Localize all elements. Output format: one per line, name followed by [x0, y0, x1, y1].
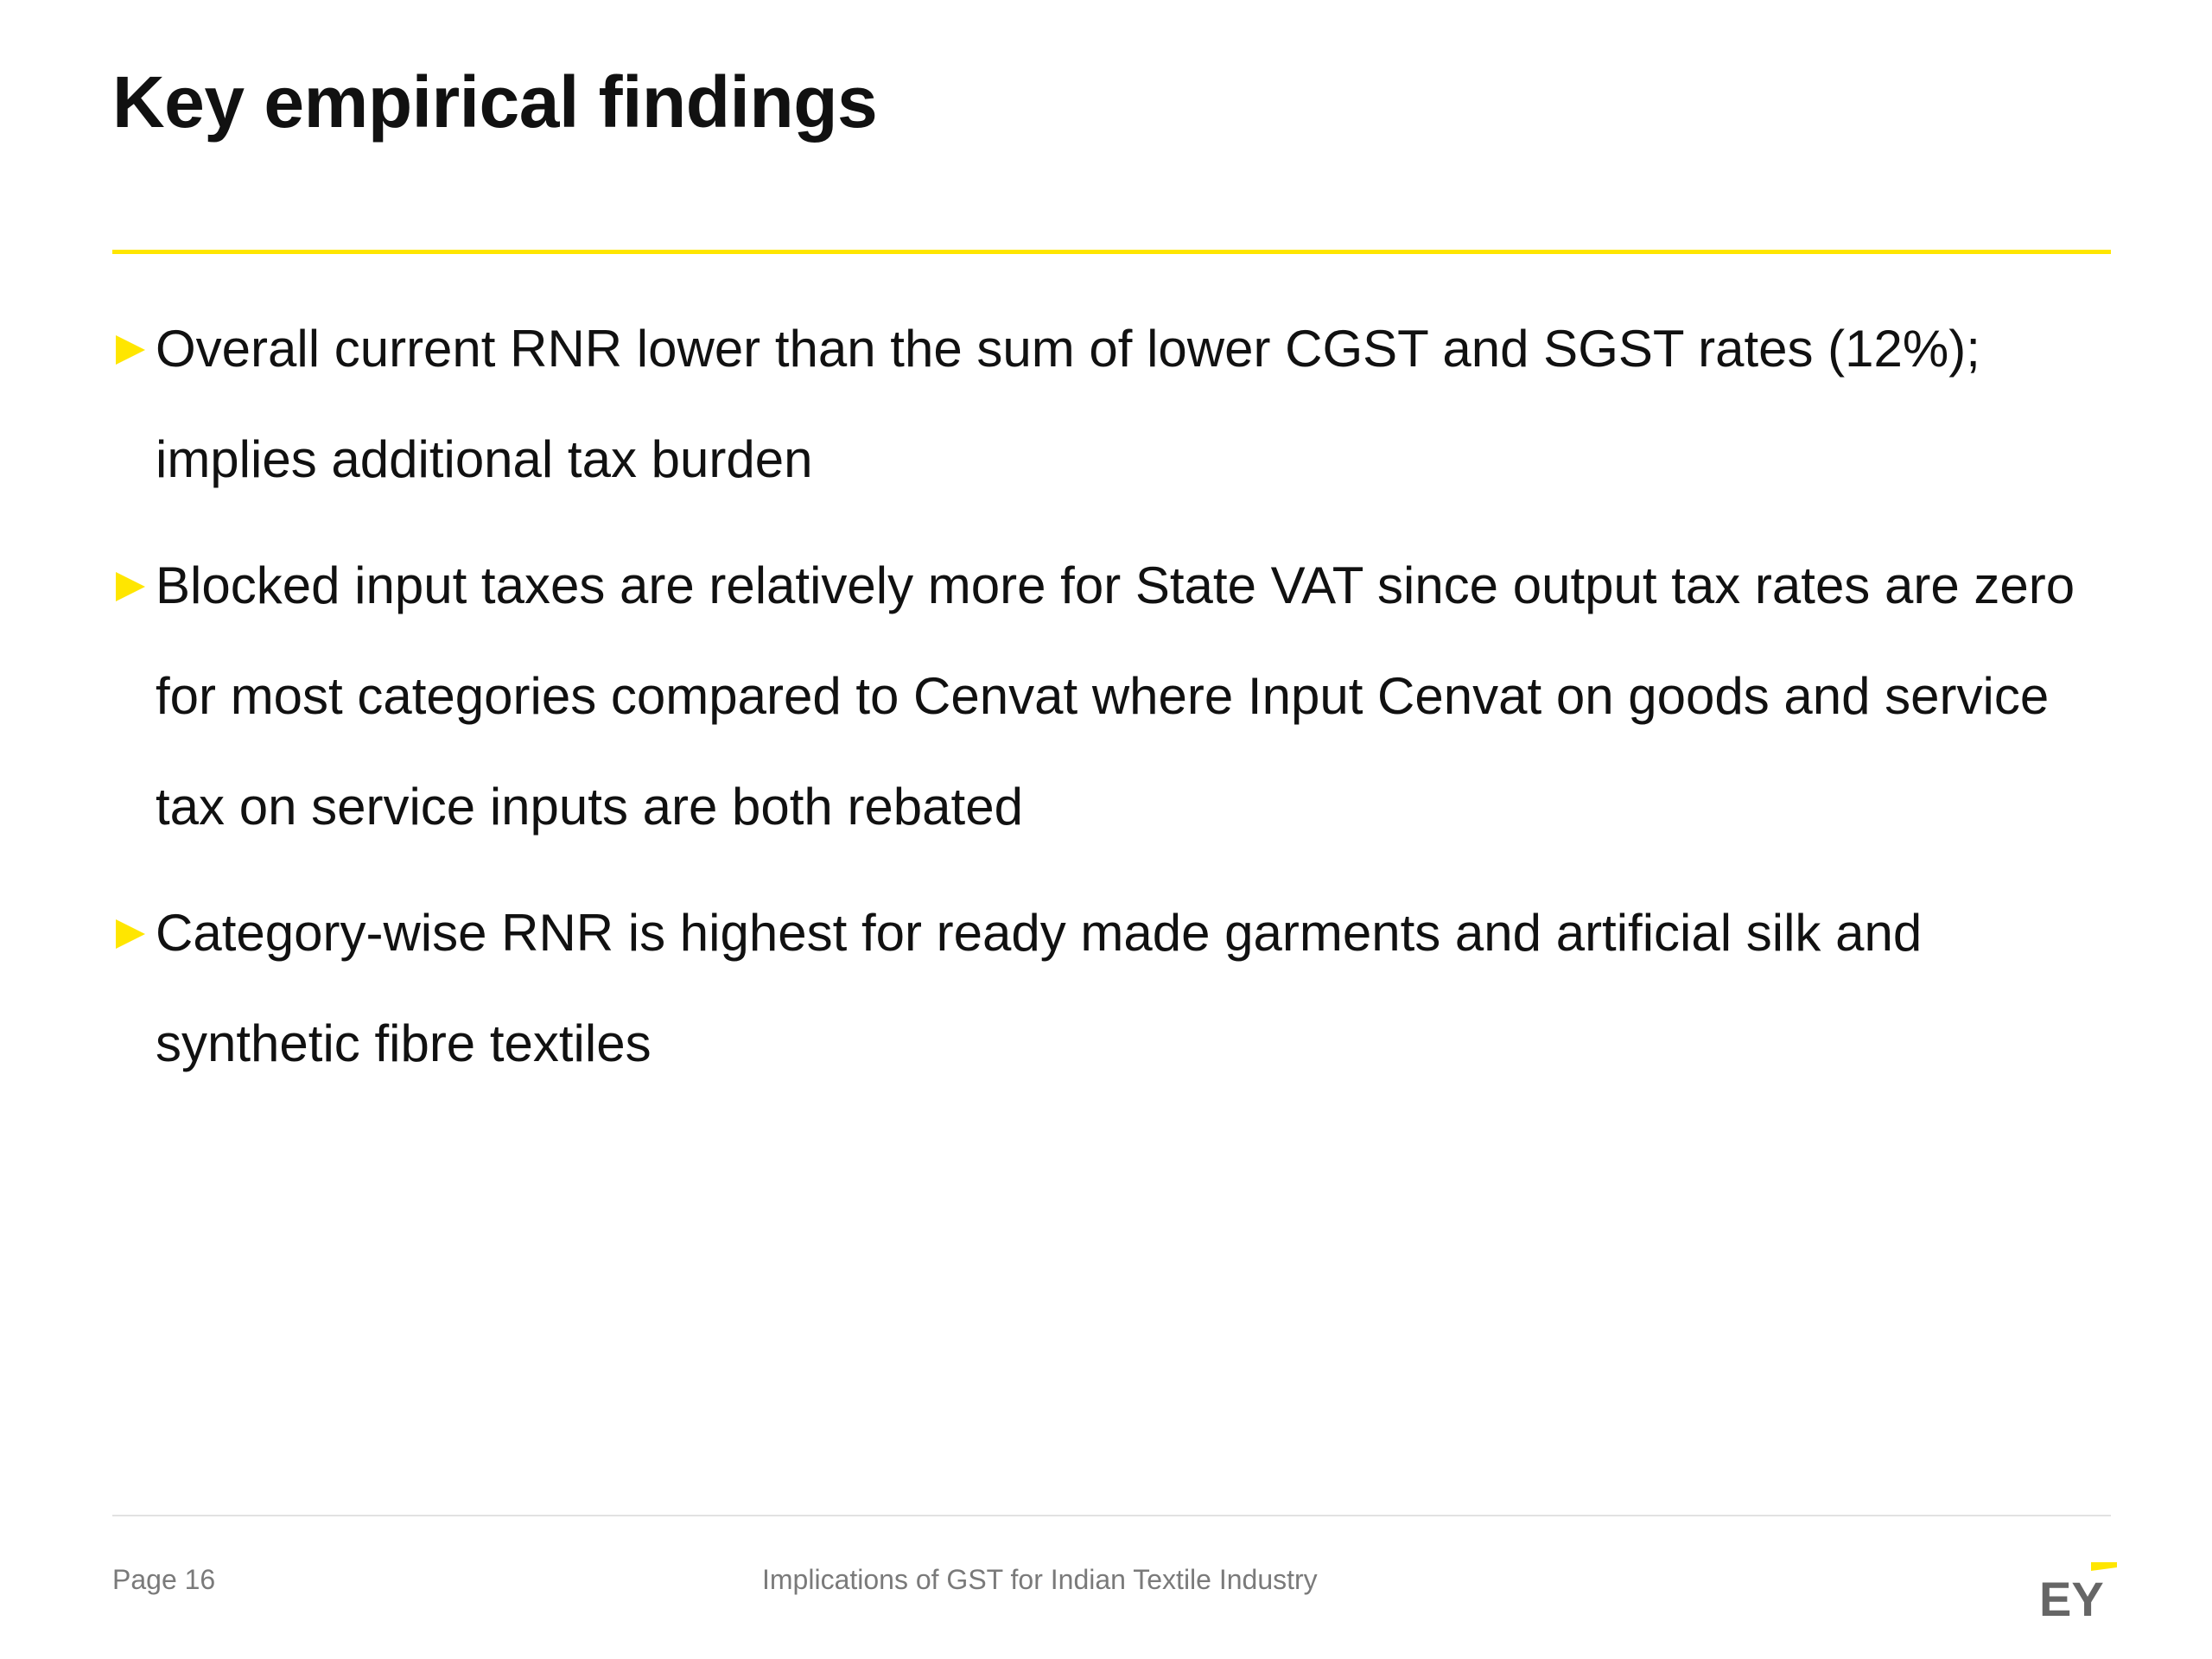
bullet-list	[112, 294, 2126, 1115]
page-number: Page 16	[112, 1564, 216, 1595]
ey-logo-text: EY	[2039, 1572, 2104, 1619]
ey-logo-icon	[2039, 1562, 2117, 1619]
triangle-bullet-icon	[116, 572, 145, 601]
bullet-item	[112, 878, 2126, 1099]
triangle-bullet-icon	[116, 335, 145, 365]
bullet-item	[112, 531, 2126, 862]
bullet-item	[112, 294, 2126, 515]
bullet-text: Category-wise RNR is highest for ready made garments and artificial silk and synthetic fibre textiles	[156, 904, 1923, 1072]
bullet-text: Overall current RNR lower than the sum of lower CGST and SGST rates (12%); implies additional tax burden	[156, 320, 1980, 488]
triangle-bullet-icon	[116, 919, 145, 949]
bullet-text: Blocked input taxes are relatively more for State VAT since output tax rates are zero for most categories compared to Cenvat where Input Cenvat on goods and service tax on service inputs are both rebated	[156, 556, 2075, 836]
slide-title: Key empirical findings	[112, 61, 878, 143]
footer-document-title: Implications of GST for Indian Textile Industry	[762, 1564, 1318, 1595]
footer-divider	[112, 1515, 2111, 1516]
title-divider	[112, 250, 2111, 254]
